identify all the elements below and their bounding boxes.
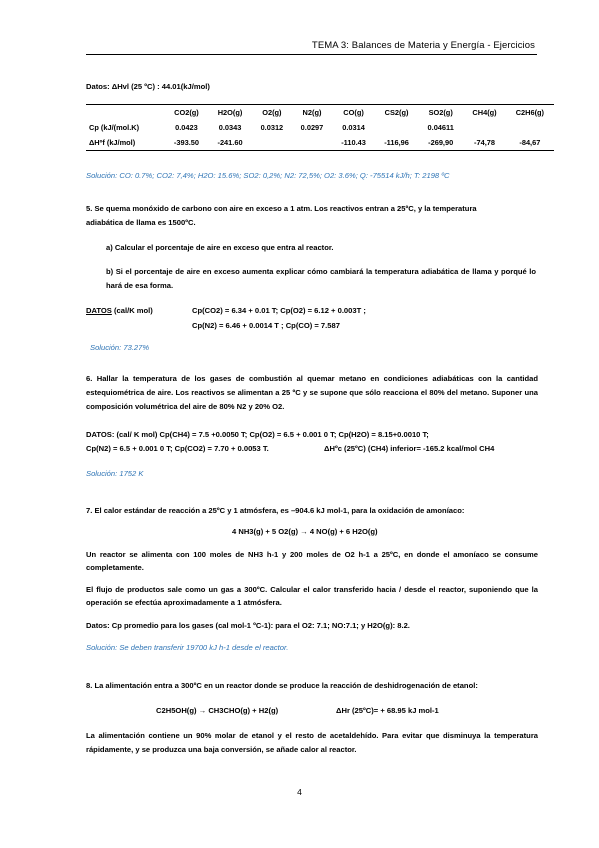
table-header-row — [86, 105, 554, 121]
table-cell: -84,67 — [519, 138, 541, 147]
solucion-5: Solución: 73.27% — [90, 343, 150, 352]
datos-title: Datos: ΔHvl (25 ºC) : 44.01(kJ/mol) — [86, 82, 210, 91]
table-header-cell: CH4(g) — [472, 108, 497, 117]
table-cell: Cp (kJ/(mol.K) — [89, 123, 140, 132]
problem-7-line-2: Un reactor se alimenta con 100 moles de NH3 h-1 y 200 moles de O2 h-1 a 25ºC, en donde el amoníaco se consume completamente. — [86, 550, 538, 572]
problem-5-item-a: a) Calcular el porcentaje de aire en exceso que entra al reactor. — [106, 243, 334, 252]
problem-8-line-1: 8. La alimentación entra a 300ºC en un reactor donde se produce la reacción de deshidrogenación de etanol: — [86, 681, 478, 690]
problem-5-line-2: adiabática de llama es 1500ºC. — [86, 218, 196, 227]
problem-6-datos: DATOS: (cal/ K mol) Cp(CH4) = 7.5 +0.0050 T; Cp(O2) = 6.5 + 0.001 0 T; Cp(H2O) = 8.15+0.0010 T; — [86, 430, 429, 439]
table-cell — [252, 135, 292, 151]
table-header-cell: O2(g) — [262, 108, 282, 117]
table-header-cell: CS2(g) — [384, 108, 409, 117]
solucion-7: Solución: Se deben transferir 19700 kJ h-1 desde el reactor. — [86, 643, 289, 652]
table-header-cell: H2O(g) — [217, 108, 243, 117]
data-table — [86, 104, 554, 151]
problem-5-datos — [86, 305, 153, 316]
problem-8-line-2: La alimentación contiene un 90% molar de etanol y el resto de acetaldehído. Para evitar que disminuya la temperatura rápidamente, y se produzca una baja conversión, se añade calor al reactor. — [86, 731, 538, 754]
table-cell: -110.43 — [341, 138, 366, 147]
table-header-cell: C2H6(g) — [515, 108, 545, 117]
problem-6-text: 6. Hallar la temperatura de los gases de combustión al quemar metano en condiciones adiabáticas con la cantidad estequiométrica de aire. Los reactivos se alimentan a 25 ºC y se supone que sólo reacciona el 80% del metano. Suponer una composición volumétrica del aire de 80% N2 y 20% O2. — [86, 374, 538, 411]
table-row — [86, 135, 554, 151]
datos-units: (cal/K mol) — [111, 306, 153, 315]
problem-7-line-3: El flujo de productos sale como un gas a 300ºC. Calcular el calor transferido hacia / desde el reactor, suponiendo que la operación se efectúa aproximadamente a 1 atmósfera. — [86, 585, 538, 607]
table-cell: 0.04611 — [427, 123, 454, 132]
problem-8-reaction: C2H5OH(g) → CH3CHO(g) + H2(g) — [156, 706, 279, 715]
problem-7-line-1: 7. El calor estándar de reacción a 25ºC y 1 atmósfera, es –904.6 kJ mol-1, para la oxidación de amoníaco: — [86, 506, 465, 515]
table-cell: -393.50 — [173, 138, 199, 147]
problem-5-cp-line-1: Cp(CO2) = 6.34 + 0.01 T; Cp(O2) = 6.12 + 0.003T ; — [192, 306, 366, 315]
table-cell — [375, 120, 418, 135]
table-cell: 0.0312 — [260, 123, 284, 132]
header-rule — [86, 54, 537, 55]
table-header-cell: CO(g) — [343, 108, 364, 117]
table-header-cell: N2(g) — [302, 108, 322, 117]
table-cell: -241.60 — [217, 138, 243, 147]
table-cell: 0.0343 — [218, 123, 242, 132]
table-cell: -269,90 — [428, 138, 454, 147]
problem-5-cp-line-2: Cp(N2) = 6.46 + 0.0014 T ; Cp(CO) = 7.587 — [192, 321, 340, 330]
table-cell: -116,96 — [384, 138, 409, 147]
table-cell: 0.0423 — [175, 123, 198, 132]
problem-7-datos: Datos: Cp promedio para los gases (cal mol-1 ºC-1): para el O2: 7.1; NO:7.1; y H2O(g): 8.2. — [86, 621, 410, 630]
table-row — [86, 120, 554, 135]
table-cell — [463, 120, 505, 135]
problem-6-datos-2: Cp(N2) = 6.5 + 0.001 0 T; Cp(CO2) = 7.70 + 0.0053 T. — [86, 444, 269, 453]
table-cell: -74,78 — [474, 138, 496, 147]
problem-5-line-1: 5. Se quema monóxido de carbono con aire en exceso a 1 atm. Los reactivos entran a 25ºC, y la temperatura — [86, 204, 477, 213]
problem-7-reaction: 4 NH3(g) + 5 O2(g) → 4 NO(g) + 6 H2O(g) — [232, 527, 378, 536]
table-cell: 0.0314 — [342, 123, 365, 132]
page-number: 4 — [297, 787, 302, 797]
table-header-cell: SO2(g) — [428, 108, 453, 117]
table-header-cell — [86, 105, 165, 121]
problem-5-item-b: b) Si el porcentaje de aire en exceso aumenta explicar cómo cambiará la temperatura adiabática de llama y porqué lo hará de esa forma. — [106, 267, 536, 290]
table-cell: 0.0297 — [300, 123, 324, 132]
solucion-4: Solución: CO: 0.7%; CO2: 7,4%; H2O: 15.6%; SO2: 0,2%; N2: 72,5%; O2: 3.6%; Q: -75514 kJ/h; T: 2198 ºC — [86, 171, 450, 180]
table-cell — [292, 135, 332, 151]
page-header: TEMA 3: Balances de Materia y Energía - Ejercicios — [311, 40, 535, 51]
solucion-6: Solución: 1752 K — [86, 469, 144, 478]
table-cell — [506, 120, 554, 135]
problem-8-enthalpy: ΔHr (25ºC)= + 68.95 kJ mol-1 — [336, 706, 439, 715]
datos-label: DATOS — [86, 306, 112, 315]
table-header-cell: CO2(g) — [174, 108, 199, 117]
table-cell: ΔHºf (kJ/mol) — [89, 138, 136, 147]
problem-6-enthalpy: ΔHºc (25ºC) (CH4) inferior= -165.2 kcal/mol CH4 — [324, 444, 495, 453]
